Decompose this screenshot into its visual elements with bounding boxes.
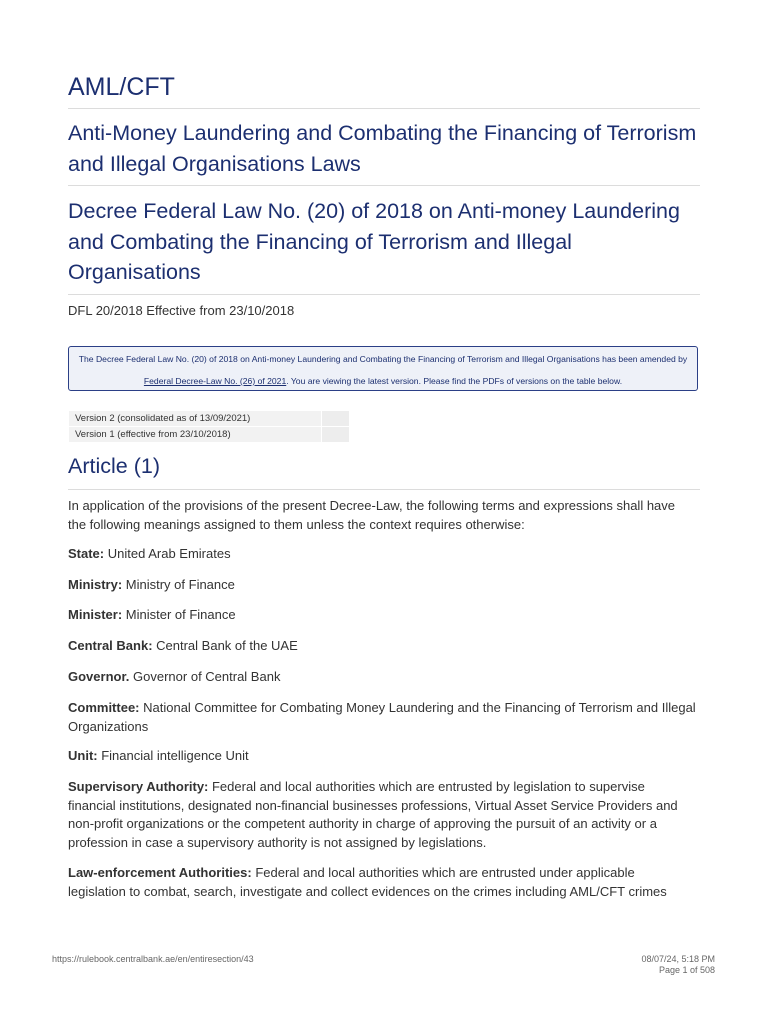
article-intro: In application of the provisions of the present Decree-Law, the following terms and expressions shall have the following meanings assigned to them unless the context requires otherwise:: [68, 498, 676, 532]
page-title: AML/CFT: [68, 73, 175, 101]
definition-text: Federal and local authorities which are entrusted by legislation to supervise financial institutions, designated non-financial businesses professions, Virtual Asset Service Providers and non-profit organizations or the competent authority in charge of approving the pursuit of an activity or a profession in case a supervisory authority is not assigned by legislations.: [68, 779, 678, 850]
definition-text: National Committee for Combating Money Laundering and the Financing of Terrorism and Illegal Organizations: [68, 700, 696, 734]
definition-term: Ministry:: [68, 577, 123, 592]
amendment-notice: [68, 346, 698, 391]
definition-text: Ministry of Finance: [122, 577, 235, 592]
definition-text: Minister of Finance: [122, 607, 236, 622]
definition-item: [68, 864, 696, 901]
table-row: [69, 427, 350, 443]
effective-date-line: DFL 20/2018 Effective from 23/10/2018: [68, 303, 295, 318]
table-row: [69, 411, 350, 427]
definition-item: [68, 637, 696, 656]
divider: [68, 185, 700, 186]
section-subtitle: Anti-Money Laundering and Combating the Financing of Terrorism and Illegal Organisations Laws: [68, 121, 697, 176]
version-label: Version 2 (consolidated as of 13/09/2021): [69, 411, 322, 427]
definition-text: Governor of Central Bank: [129, 669, 281, 684]
amending-law-link[interactable]: Federal Decree-Law No. (26) of 2021: [143, 376, 287, 386]
definition-item: [68, 606, 696, 625]
footer-page-number: Page 1 of 508: [658, 965, 715, 975]
definition-item: [68, 699, 696, 736]
divider: [68, 294, 700, 295]
definition-text: Central Bank of the UAE: [152, 638, 298, 653]
definition-term: Law-enforcement Authorities:: [68, 865, 252, 880]
article-heading: Article (1): [68, 454, 160, 478]
definition-item: [68, 576, 696, 595]
divider: [68, 489, 700, 490]
version-label: Version 1 (effective from 23/10/2018): [69, 427, 322, 443]
version-pdf-cell[interactable]: [322, 427, 350, 443]
definition-item: [68, 668, 696, 687]
definition-term: Governor.: [68, 669, 130, 684]
definition-term: Unit:: [68, 748, 98, 763]
definition-term: Central Bank:: [68, 638, 153, 653]
decree-title: Decree Federal Law No. (20) of 2018 on Anti-money Laundering and Combating the Financing of Terrorism and Illegal Organisations: [68, 199, 680, 284]
definition-item: [68, 747, 696, 766]
divider: [68, 108, 700, 109]
footer-url: https://rulebook.centralbank.ae/en/entiresection/43: [52, 954, 254, 964]
definition-term: Supervisory Authority:: [68, 779, 209, 794]
definition-text: Financial intelligence Unit: [97, 748, 249, 763]
footer-datetime: 08/07/24, 5:18 PM: [641, 954, 715, 964]
definition-item: [68, 778, 696, 852]
definition-term: Minister:: [68, 607, 123, 622]
definition-text: Federal and local authorities which are entrusted under applicable legislation to combat, search, investigate and collect evidences on the crimes including AML/CFT crimes: [68, 865, 667, 899]
definition-item: [68, 545, 696, 564]
definition-term: State:: [68, 546, 105, 561]
definition-term: Committee:: [68, 700, 140, 715]
definition-text: United Arab Emirates: [104, 546, 231, 561]
versions-table: [68, 410, 350, 443]
notice-text-before: The Decree Federal Law No. (20) of 2018 on Anti-money Laundering and Combating the Financing of Terrorism and Illegal Organisations has been amended by: [78, 354, 688, 364]
version-pdf-cell[interactable]: [322, 411, 350, 427]
notice-text-after: . You are viewing the latest version. Please find the PDFs of versions on the table below.: [286, 376, 623, 386]
